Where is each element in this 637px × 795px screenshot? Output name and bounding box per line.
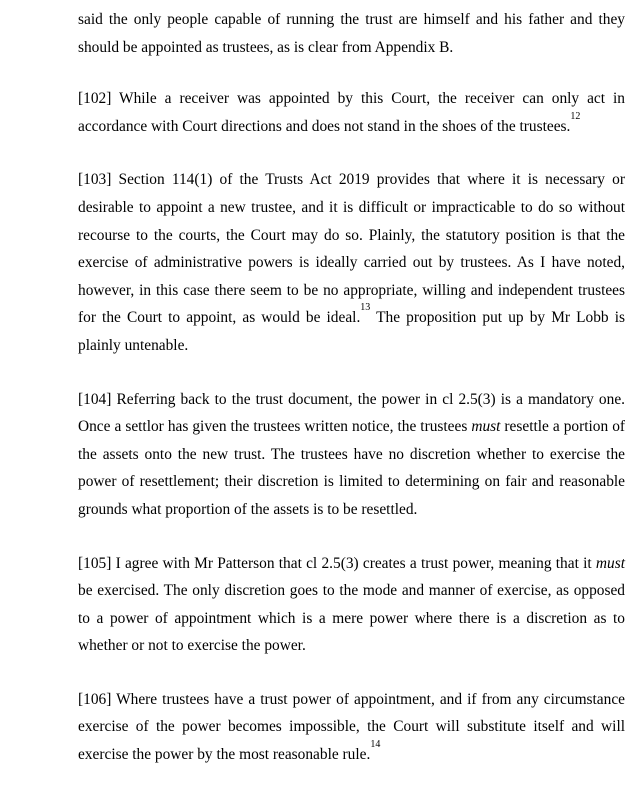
- paragraph-text: Section 114(1) of the Trusts Act 2019 provides that where it is necessary or desirable to appoint a new trustee, and it is difficult or impracticable to do so without recourse to the courts, the Court may do so. Plainly, the statutory position is that the exercise of administrative powers is ideally carried out by trustees. As I have noted, however, in this case there seem to be no appropriate, willing and independent trustees for the Court to appoint, as would be ideal.: [78, 171, 625, 327]
- paragraph-number: [104]: [78, 390, 112, 408]
- emphasis-text: must: [595, 554, 625, 572]
- paragraph-number: [103]: [78, 171, 112, 189]
- paragraph-number: [105]: [78, 554, 112, 572]
- emphasis-text: must: [471, 418, 501, 436]
- paragraph-text: Where trustees have a trust power of appointment, and if from any circumstance exercise of the power becomes impossible, the Court will substitute itself and will exercise the power by the most reasonable rule.: [78, 690, 625, 764]
- footnote-ref[interactable]: 12: [570, 110, 581, 122]
- paragraph-text: be exercised. The only discretion goes to the mode and manner of exercise, as opposed to a power of appointment which is a mere power where there is a discretion as to whether or not to exercise the power.: [78, 582, 625, 655]
- paragraph-105: [78, 550, 625, 660]
- paragraph-text: Referring back to the trust document, the power in cl 2.5(3) is a mandatory one. Once a settlor has given the trustees written notice, the trustees: [78, 390, 625, 436]
- paragraph-text: The proposition put up by Mr Lobb is plainly untenable.: [78, 309, 625, 354]
- footnote-ref[interactable]: 14: [370, 739, 381, 751]
- paragraph-number: [102]: [78, 90, 112, 108]
- paragraph-text: said the only people capable of running the trust are himself and his father and they should be appointed as trustees, as is clear from Appendix B.: [78, 11, 625, 56]
- paragraph-104: [78, 386, 625, 524]
- paragraph-103: [78, 166, 625, 359]
- paragraph-continuation: [78, 6, 625, 61]
- paragraph-106: [78, 686, 625, 769]
- footnote-ref[interactable]: 13: [360, 302, 371, 314]
- paragraph-102: [78, 85, 625, 140]
- paragraph-text: While a receiver was appointed by this Court, the receiver can only act in accordance with Court directions and does not stand in the shoes of the trustees.: [78, 90, 625, 135]
- paragraph-text: I agree with Mr Patterson that cl 2.5(3) creates a trust power, meaning that it: [111, 554, 596, 572]
- judgment-page: [78, 6, 625, 795]
- paragraph-number: [106]: [78, 690, 112, 708]
- paragraph-text: resettle a portion of the assets onto the new trust. The trustees have no discretion whether to exercise the power of resettlement; their discretion is limited to determining on fair and reasonable grounds what proportion of the assets is to be resettled.: [78, 418, 626, 518]
